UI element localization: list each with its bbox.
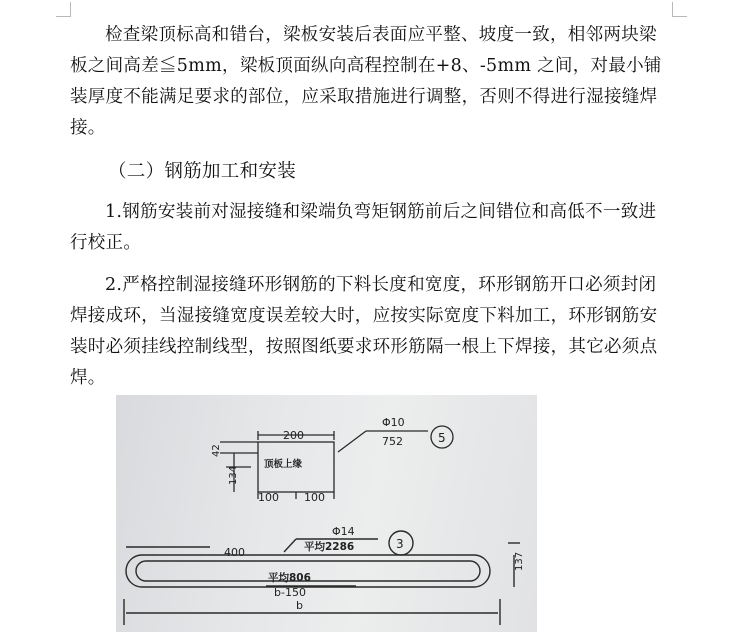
rebar-drawing-photo	[116, 395, 537, 632]
lower-dim-total: b	[296, 599, 303, 612]
upper-label-inside: 顶板上缘	[264, 459, 303, 470]
section-heading-rebar: （二）钢筋加工和安装	[108, 161, 297, 182]
upper-leader-line	[338, 431, 366, 452]
lower-leader-line	[284, 539, 296, 552]
paragraph-leveling: 检查梁顶标高和错台，梁板安装后表面应平整、坡度一致，相邻两块梁板之间高差≦5mm，梁板顶面纵向高程控制在+8、-5mm 之间，对最小铺装厚度不能满足要求的部位，应采取措施进行调整，否则不得进行湿接缝焊接。	[70, 25, 662, 138]
lower-dim-height: 137	[514, 551, 525, 571]
rebar-drawing	[116, 395, 537, 632]
lower-bar-spec: Φ14	[332, 525, 355, 538]
lower-dim-left: 400	[224, 546, 245, 559]
upper-circle-number: 5	[438, 431, 446, 445]
page-corner-mark-right	[672, 2, 687, 17]
upper-dim-top: 200	[283, 429, 304, 442]
upper-bar-spec: Φ10	[382, 416, 405, 429]
upper-dim-bottom-left: 100	[258, 491, 279, 504]
upper-dim-bottom-right: 100	[304, 491, 325, 504]
page-corner-mark-left	[56, 2, 71, 17]
paragraph-rebar-correction: 1.钢筋安装前对湿接缝和梁端负弯矩钢筋前后之间错位和高低不一致进行校正。	[70, 202, 657, 253]
upper-bar-length: 752	[382, 435, 403, 448]
upper-dim-left: 134	[228, 465, 239, 485]
lower-bar-length: 平均2286	[304, 541, 355, 553]
upper-dim-left-small: 42	[211, 444, 222, 457]
lower-dim-formula: b-150	[274, 586, 306, 599]
lower-dim-avg: 平均806	[268, 572, 311, 584]
paragraph-ring-rebar: 2.严格控制湿接缝环形钢筋的下料长度和宽度，环形钢筋开口必须封闭焊接成环，当湿接缝宽度误差较大时，应按实际宽度下料加工，环形钢筋安装时必须挂线控制线型，按照图纸要求环形筋隔一根上下焊接，其它必须点焊。	[70, 275, 658, 388]
lower-circle-number: 3	[396, 537, 404, 551]
document-page	[70, 20, 670, 394]
